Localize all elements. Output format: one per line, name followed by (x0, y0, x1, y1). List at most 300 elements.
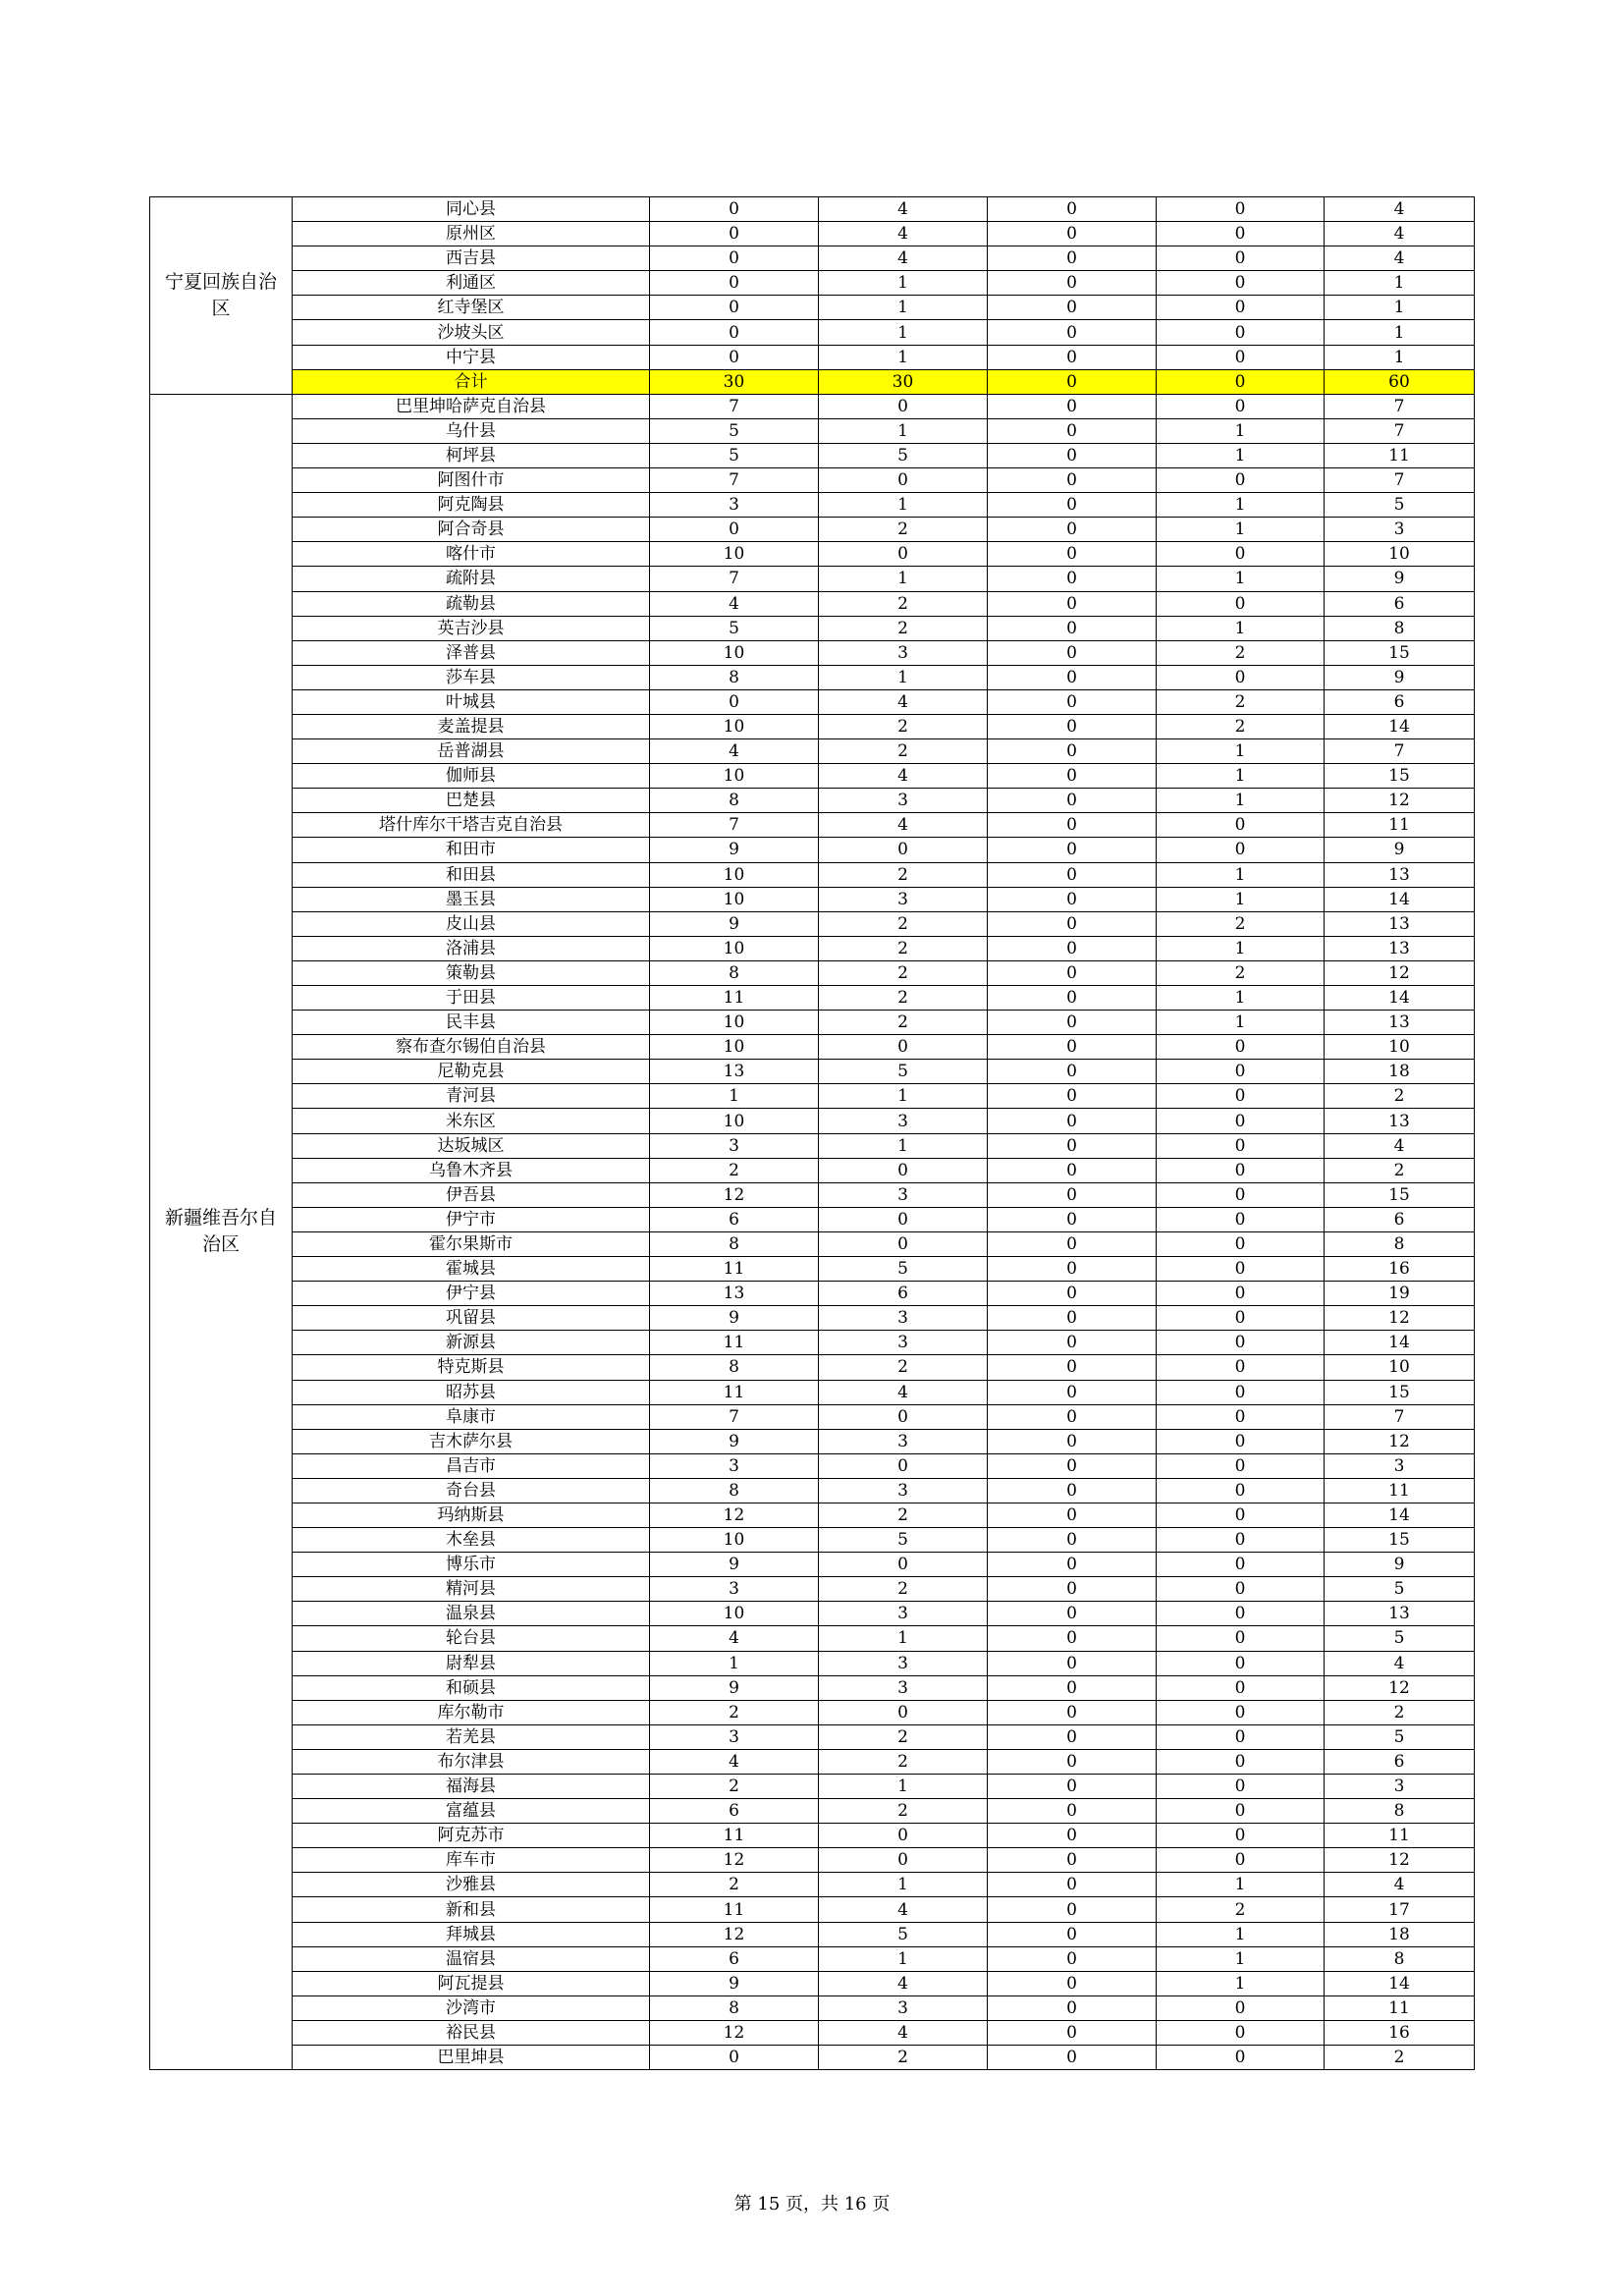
value-cell-5: 6 (1325, 591, 1475, 616)
value-cell-1: 12 (650, 1922, 819, 1946)
table-row (150, 246, 1475, 271)
value-cell-3: 0 (988, 493, 1157, 518)
value-cell-2: 1 (819, 296, 988, 320)
table-row (150, 1553, 1475, 1577)
value-cell-1: 8 (650, 1995, 819, 2020)
value-cell-3: 0 (988, 1873, 1157, 1897)
value-cell-4: 0 (1157, 1577, 1325, 1602)
value-cell-1: 3 (650, 1453, 819, 1478)
value-cell-2: 2 (819, 1799, 988, 1824)
value-cell-1: 10 (650, 1035, 819, 1060)
value-cell-4: 0 (1157, 1700, 1325, 1724)
county-name-cell: 伊宁县 (293, 1282, 650, 1306)
county-name-cell: 尼勒克县 (293, 1060, 650, 1084)
county-name-cell: 吉木萨尔县 (293, 1429, 650, 1453)
value-cell-4: 1 (1157, 789, 1325, 813)
table-row (150, 1922, 1475, 1946)
value-cell-2: 2 (819, 911, 988, 936)
value-cell-3: 0 (988, 1035, 1157, 1060)
value-cell-3: 0 (988, 1553, 1157, 1577)
value-cell-3: 0 (988, 2020, 1157, 2045)
table-row (150, 986, 1475, 1011)
value-cell-4: 1 (1157, 936, 1325, 960)
value-cell-3: 0 (988, 518, 1157, 542)
value-cell-4: 2 (1157, 640, 1325, 665)
county-name-cell: 疏勒县 (293, 591, 650, 616)
value-cell-2: 2 (819, 714, 988, 738)
value-cell-4: 0 (1157, 320, 1325, 345)
value-cell-1: 12 (650, 1503, 819, 1527)
value-cell-2: 4 (819, 1971, 988, 1995)
value-cell-2: 3 (819, 1995, 988, 2020)
county-name-cell: 塔什库尔干塔吉克自治县 (293, 813, 650, 838)
value-cell-3: 0 (988, 789, 1157, 813)
value-cell-3: 0 (988, 1478, 1157, 1503)
value-cell-3: 0 (988, 739, 1157, 764)
table-row (150, 518, 1475, 542)
value-cell-1: 12 (650, 1848, 819, 1873)
county-name-cell: 富蕴县 (293, 1799, 650, 1824)
value-cell-5: 9 (1325, 567, 1475, 591)
table-row (150, 1429, 1475, 1453)
value-cell-3: 0 (988, 1675, 1157, 1700)
value-cell-5: 7 (1325, 468, 1475, 493)
value-cell-2: 2 (819, 960, 988, 985)
county-name-cell: 达坂城区 (293, 1133, 650, 1158)
value-cell-2: 0 (819, 1700, 988, 1724)
value-cell-3: 0 (988, 369, 1157, 394)
county-name-cell: 木垒县 (293, 1528, 650, 1553)
value-cell-4: 0 (1157, 1724, 1325, 1749)
value-cell-3: 0 (988, 296, 1157, 320)
table-row (150, 1897, 1475, 1922)
county-name-cell: 策勒县 (293, 960, 650, 985)
value-cell-3: 0 (988, 197, 1157, 222)
table-row (150, 1331, 1475, 1355)
value-cell-2: 4 (819, 222, 988, 246)
value-cell-5: 18 (1325, 1922, 1475, 1946)
value-cell-4: 0 (1157, 1231, 1325, 1256)
value-cell-5: 15 (1325, 764, 1475, 789)
value-cell-2: 4 (819, 764, 988, 789)
county-name-cell: 同心县 (293, 197, 650, 222)
value-cell-3: 0 (988, 665, 1157, 689)
value-cell-4: 0 (1157, 1651, 1325, 1675)
value-cell-5: 9 (1325, 665, 1475, 689)
county-name-cell: 新和县 (293, 1897, 650, 1922)
value-cell-1: 3 (650, 1133, 819, 1158)
value-cell-5: 12 (1325, 789, 1475, 813)
value-cell-1: 11 (650, 1824, 819, 1848)
value-cell-5: 10 (1325, 1035, 1475, 1060)
table-row (150, 1404, 1475, 1429)
value-cell-2: 0 (819, 1231, 988, 1256)
county-name-cell: 泽普县 (293, 640, 650, 665)
value-cell-5: 16 (1325, 1257, 1475, 1282)
value-cell-2: 3 (819, 887, 988, 911)
value-cell-3: 0 (988, 1824, 1157, 1848)
value-cell-3: 0 (988, 1922, 1157, 1946)
county-name-cell: 轮台县 (293, 1626, 650, 1651)
table-row (150, 1231, 1475, 1256)
value-cell-2: 30 (819, 369, 988, 394)
value-cell-2: 6 (819, 1282, 988, 1306)
value-cell-1: 9 (650, 1553, 819, 1577)
value-cell-5: 2 (1325, 1158, 1475, 1182)
value-cell-1: 7 (650, 468, 819, 493)
value-cell-3: 0 (988, 2046, 1157, 2070)
value-cell-3: 0 (988, 1380, 1157, 1404)
value-cell-1: 10 (650, 1602, 819, 1626)
county-name-cell: 皮山县 (293, 911, 650, 936)
county-name-cell: 西吉县 (293, 246, 650, 271)
value-cell-5: 4 (1325, 197, 1475, 222)
value-cell-5: 3 (1325, 1453, 1475, 1478)
value-cell-1: 2 (650, 1700, 819, 1724)
value-cell-1: 7 (650, 567, 819, 591)
county-name-cell: 裕民县 (293, 2020, 650, 2045)
value-cell-4: 0 (1157, 1848, 1325, 1873)
value-cell-1: 9 (650, 1675, 819, 1700)
table-total-row (150, 369, 1475, 394)
county-name-cell: 霍城县 (293, 1257, 650, 1282)
value-cell-4: 1 (1157, 1946, 1325, 1971)
table-row (150, 813, 1475, 838)
table-row (150, 1528, 1475, 1553)
value-cell-1: 9 (650, 1971, 819, 1995)
value-cell-2: 1 (819, 271, 988, 296)
value-cell-3: 0 (988, 542, 1157, 567)
value-cell-3: 0 (988, 1355, 1157, 1380)
value-cell-3: 0 (988, 1060, 1157, 1084)
table-row (150, 1060, 1475, 1084)
value-cell-1: 6 (650, 1207, 819, 1231)
value-cell-4: 1 (1157, 418, 1325, 443)
county-name-cell: 玛纳斯县 (293, 1503, 650, 1527)
value-cell-1: 9 (650, 911, 819, 936)
value-cell-4: 1 (1157, 739, 1325, 764)
table-row (150, 1182, 1475, 1207)
value-cell-4: 0 (1157, 394, 1325, 418)
value-cell-2: 3 (819, 1109, 988, 1133)
table-row (150, 1011, 1475, 1035)
table-row (150, 960, 1475, 985)
value-cell-1: 5 (650, 616, 819, 640)
value-cell-3: 0 (988, 1749, 1157, 1774)
value-cell-1: 30 (650, 369, 819, 394)
county-name-cell: 阿瓦提县 (293, 1971, 650, 1995)
value-cell-3: 0 (988, 1946, 1157, 1971)
county-name-cell: 巩留县 (293, 1306, 650, 1331)
table-row (150, 1133, 1475, 1158)
table-row (150, 1207, 1475, 1231)
value-cell-1: 0 (650, 222, 819, 246)
value-cell-5: 9 (1325, 838, 1475, 862)
value-cell-2: 0 (819, 468, 988, 493)
value-cell-5: 4 (1325, 1873, 1475, 1897)
value-cell-3: 0 (988, 1429, 1157, 1453)
county-name-cell: 岳普湖县 (293, 739, 650, 764)
value-cell-2: 0 (819, 838, 988, 862)
value-cell-5: 14 (1325, 1503, 1475, 1527)
value-cell-4: 0 (1157, 1675, 1325, 1700)
value-cell-4: 0 (1157, 1824, 1325, 1848)
value-cell-5: 4 (1325, 246, 1475, 271)
table-row (150, 418, 1475, 443)
value-cell-2: 1 (819, 567, 988, 591)
value-cell-5: 14 (1325, 887, 1475, 911)
value-cell-4: 0 (1157, 246, 1325, 271)
value-cell-1: 10 (650, 714, 819, 738)
county-name-cell: 乌什县 (293, 418, 650, 443)
table-row (150, 1848, 1475, 1873)
table-row (150, 493, 1475, 518)
value-cell-3: 0 (988, 1282, 1157, 1306)
value-cell-3: 0 (988, 345, 1157, 369)
value-cell-5: 4 (1325, 1133, 1475, 1158)
value-cell-5: 12 (1325, 1675, 1475, 1700)
value-cell-4: 0 (1157, 1995, 1325, 2020)
table-row (150, 1799, 1475, 1824)
value-cell-2: 3 (819, 1429, 988, 1453)
value-cell-1: 9 (650, 838, 819, 862)
county-name-cell: 若羌县 (293, 1724, 650, 1749)
table-row (150, 296, 1475, 320)
value-cell-3: 0 (988, 911, 1157, 936)
value-cell-4: 0 (1157, 1109, 1325, 1133)
value-cell-3: 0 (988, 1528, 1157, 1553)
table-row (150, 739, 1475, 764)
total-label-cell: 合计 (293, 369, 650, 394)
county-name-cell: 昌吉市 (293, 1453, 650, 1478)
value-cell-5: 1 (1325, 271, 1475, 296)
county-name-cell: 沙雅县 (293, 1873, 650, 1897)
value-cell-4: 0 (1157, 2020, 1325, 2045)
value-cell-5: 6 (1325, 1207, 1475, 1231)
value-cell-3: 0 (988, 1109, 1157, 1133)
county-name-cell: 布尔津县 (293, 1749, 650, 1774)
value-cell-5: 10 (1325, 542, 1475, 567)
value-cell-3: 0 (988, 1182, 1157, 1207)
value-cell-2: 1 (819, 345, 988, 369)
value-cell-1: 3 (650, 1577, 819, 1602)
value-cell-3: 0 (988, 986, 1157, 1011)
value-cell-5: 11 (1325, 443, 1475, 467)
value-cell-5: 5 (1325, 493, 1475, 518)
value-cell-1: 12 (650, 2020, 819, 2045)
table-row (150, 665, 1475, 689)
value-cell-2: 2 (819, 862, 988, 887)
table-row (150, 320, 1475, 345)
county-name-cell: 中宁县 (293, 345, 650, 369)
value-cell-4: 1 (1157, 1922, 1325, 1946)
table-row (150, 616, 1475, 640)
value-cell-3: 0 (988, 936, 1157, 960)
table-row (150, 789, 1475, 813)
value-cell-4: 0 (1157, 838, 1325, 862)
value-cell-1: 8 (650, 960, 819, 985)
value-cell-1: 8 (650, 1478, 819, 1503)
value-cell-3: 0 (988, 567, 1157, 591)
value-cell-2: 2 (819, 1355, 988, 1380)
value-cell-1: 4 (650, 1626, 819, 1651)
table-row (150, 1824, 1475, 1848)
value-cell-2: 1 (819, 665, 988, 689)
value-cell-1: 8 (650, 1355, 819, 1380)
value-cell-5: 13 (1325, 1109, 1475, 1133)
value-cell-2: 4 (819, 1380, 988, 1404)
value-cell-3: 0 (988, 1577, 1157, 1602)
county-name-cell: 特克斯县 (293, 1355, 650, 1380)
county-name-cell: 民丰县 (293, 1011, 650, 1035)
value-cell-5: 3 (1325, 1775, 1475, 1799)
value-cell-5: 7 (1325, 394, 1475, 418)
value-cell-1: 0 (650, 2046, 819, 2070)
value-cell-5: 11 (1325, 1995, 1475, 2020)
county-name-cell: 博乐市 (293, 1553, 650, 1577)
value-cell-5: 13 (1325, 1602, 1475, 1626)
value-cell-3: 0 (988, 1848, 1157, 1873)
county-name-cell: 阿合奇县 (293, 518, 650, 542)
table-row (150, 271, 1475, 296)
value-cell-5: 11 (1325, 813, 1475, 838)
value-cell-1: 10 (650, 862, 819, 887)
county-name-cell: 莎车县 (293, 665, 650, 689)
value-cell-1: 0 (650, 518, 819, 542)
table-row (150, 468, 1475, 493)
table-row (150, 443, 1475, 467)
value-cell-5: 14 (1325, 714, 1475, 738)
value-cell-4: 0 (1157, 1553, 1325, 1577)
value-cell-3: 0 (988, 764, 1157, 789)
value-cell-2: 1 (819, 418, 988, 443)
value-cell-4: 0 (1157, 1528, 1325, 1553)
value-cell-4: 0 (1157, 1380, 1325, 1404)
value-cell-5: 12 (1325, 1848, 1475, 1873)
value-cell-1: 0 (650, 197, 819, 222)
value-cell-2: 1 (819, 320, 988, 345)
value-cell-1: 2 (650, 1873, 819, 1897)
value-cell-4: 0 (1157, 197, 1325, 222)
value-cell-3: 0 (988, 246, 1157, 271)
value-cell-2: 2 (819, 616, 988, 640)
value-cell-1: 11 (650, 1257, 819, 1282)
value-cell-5: 8 (1325, 1946, 1475, 1971)
value-cell-2: 0 (819, 542, 988, 567)
table-row (150, 1675, 1475, 1700)
value-cell-5: 15 (1325, 1528, 1475, 1553)
page-footer: 第 15 页，共 16 页 (733, 2194, 891, 2214)
value-cell-5: 15 (1325, 1182, 1475, 1207)
value-cell-5: 7 (1325, 1404, 1475, 1429)
value-cell-5: 1 (1325, 296, 1475, 320)
value-cell-4: 0 (1157, 1207, 1325, 1231)
value-cell-2: 2 (819, 936, 988, 960)
value-cell-1: 0 (650, 345, 819, 369)
value-cell-2: 3 (819, 789, 988, 813)
table-row (150, 197, 1475, 222)
value-cell-4: 1 (1157, 443, 1325, 467)
value-cell-5: 14 (1325, 986, 1475, 1011)
county-name-cell: 米东区 (293, 1109, 650, 1133)
value-cell-5: 13 (1325, 936, 1475, 960)
table-row (150, 1035, 1475, 1060)
county-name-cell: 乌鲁木齐县 (293, 1158, 650, 1182)
value-cell-2: 0 (819, 1848, 988, 1873)
value-cell-1: 4 (650, 1749, 819, 1774)
value-cell-5: 10 (1325, 1355, 1475, 1380)
table-row (150, 911, 1475, 936)
value-cell-4: 0 (1157, 665, 1325, 689)
value-cell-2: 0 (819, 1553, 988, 1577)
table-row (150, 591, 1475, 616)
value-cell-1: 3 (650, 493, 819, 518)
value-cell-4: 0 (1157, 1060, 1325, 1084)
value-cell-4: 0 (1157, 1355, 1325, 1380)
county-name-cell: 精河县 (293, 1577, 650, 1602)
table-row (150, 1355, 1475, 1380)
value-cell-2: 3 (819, 1331, 988, 1355)
county-name-cell: 洛浦县 (293, 936, 650, 960)
value-cell-5: 14 (1325, 1971, 1475, 1995)
value-cell-1: 9 (650, 1306, 819, 1331)
county-name-cell: 麦盖提县 (293, 714, 650, 738)
value-cell-2: 2 (819, 591, 988, 616)
table-row (150, 1602, 1475, 1626)
value-cell-3: 0 (988, 1602, 1157, 1626)
county-name-cell: 库尔勒市 (293, 1700, 650, 1724)
value-cell-2: 5 (819, 443, 988, 467)
value-cell-2: 1 (819, 1946, 988, 1971)
table-body (150, 197, 1475, 2070)
value-cell-4: 1 (1157, 1873, 1325, 1897)
value-cell-5: 6 (1325, 1749, 1475, 1774)
value-cell-3: 0 (988, 887, 1157, 911)
value-cell-3: 0 (988, 1084, 1157, 1109)
value-cell-2: 2 (819, 986, 988, 1011)
value-cell-1: 11 (650, 1331, 819, 1355)
value-cell-5: 13 (1325, 1011, 1475, 1035)
value-cell-2: 4 (819, 246, 988, 271)
value-cell-2: 0 (819, 394, 988, 418)
value-cell-5: 11 (1325, 1824, 1475, 1848)
value-cell-4: 0 (1157, 1182, 1325, 1207)
value-cell-2: 1 (819, 1775, 988, 1799)
value-cell-2: 4 (819, 813, 988, 838)
value-cell-4: 1 (1157, 518, 1325, 542)
county-name-cell: 巴里坤哈萨克自治县 (293, 394, 650, 418)
value-cell-4: 0 (1157, 1035, 1325, 1060)
value-cell-2: 3 (819, 640, 988, 665)
value-cell-4: 0 (1157, 1478, 1325, 1503)
county-name-cell: 巴里坤县 (293, 2046, 650, 2070)
value-cell-3: 0 (988, 271, 1157, 296)
value-cell-1: 12 (650, 1182, 819, 1207)
value-cell-4: 0 (1157, 1749, 1325, 1774)
value-cell-1: 0 (650, 246, 819, 271)
county-name-cell: 沙湾市 (293, 1995, 650, 2020)
county-name-cell: 阿克陶县 (293, 493, 650, 518)
value-cell-2: 0 (819, 1404, 988, 1429)
value-cell-3: 0 (988, 616, 1157, 640)
value-cell-1: 9 (650, 1429, 819, 1453)
table-row (150, 887, 1475, 911)
value-cell-5: 14 (1325, 1331, 1475, 1355)
value-cell-2: 3 (819, 1602, 988, 1626)
value-cell-1: 6 (650, 1799, 819, 1824)
value-cell-4: 0 (1157, 1282, 1325, 1306)
table-row (150, 838, 1475, 862)
